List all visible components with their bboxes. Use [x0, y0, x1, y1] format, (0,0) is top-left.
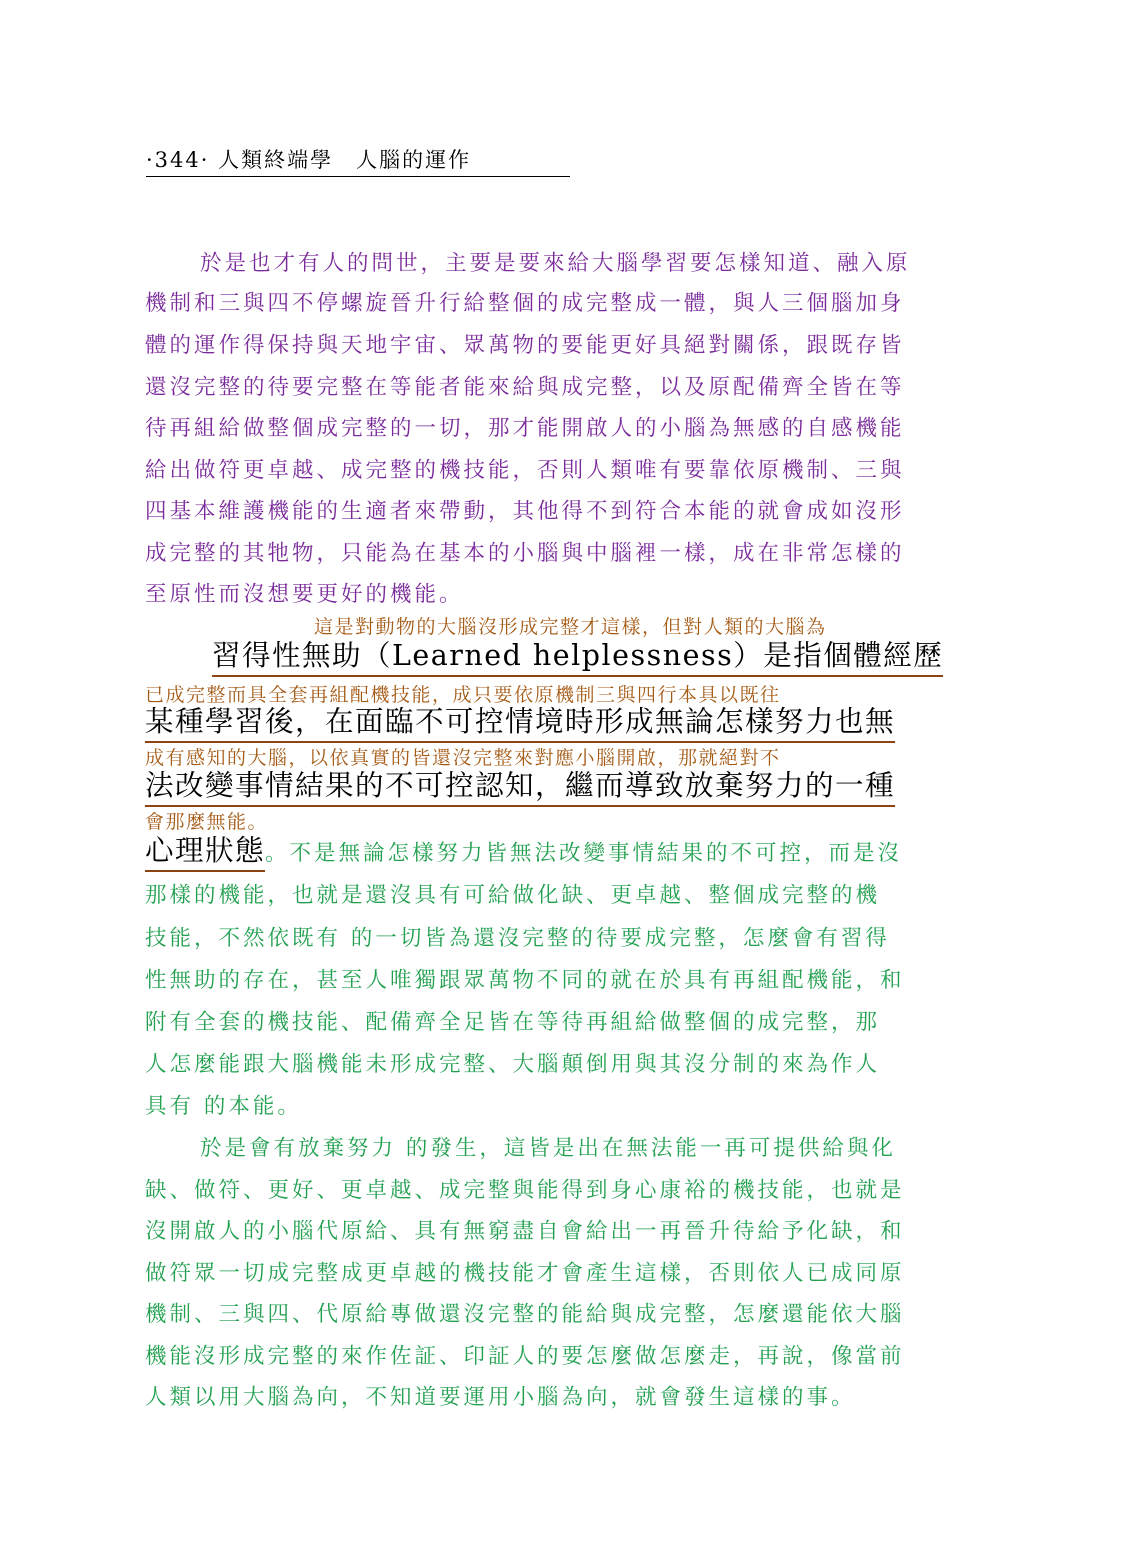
definition-tail: 。不是無論怎樣努力皆無法改變事情結果的不可控，而是沒	[265, 841, 903, 866]
annotation-line: 成有感知的大腦，以依真實的皆還沒完整來對應小腦開啟，那就絕對不	[145, 747, 781, 769]
paragraph3-line: 於是會有放棄努力 的發生，這皆是出在無法能一再可提供給與化	[200, 1136, 896, 1161]
paragraph3-line: 沒開啟人的小腦代原給、具有無窮盡自會給出一再晉升待給予化缺，和	[145, 1219, 905, 1244]
paragraph1-line: 還沒完整的待要完整在等能者能來給與成完整，以及原配備齊全皆在等	[145, 375, 905, 400]
paragraph2-line: 人怎麼能跟大腦機能未形成完整、大腦顛倒用與其沒分制的來為作人	[145, 1052, 881, 1077]
paragraph2-line: 附有全套的機技能、配備齊全足皆在等待再組給做整個的成完整，那	[145, 1010, 881, 1035]
definition-line: 心理狀態	[145, 828, 265, 872]
page-header: ·344· 人類終端學 人腦的運作	[146, 146, 570, 177]
paragraph2-line: 具有 的本能。	[145, 1094, 302, 1119]
paragraph1-line: 機制和三與四不停螺旋晉升行給整個的成完整成一體，與人三個腦加身	[145, 291, 905, 316]
paragraph1-line: 待再組給做整個成完整的一切，那才能開啟人的小腦為無感的自感機能	[145, 416, 905, 441]
paragraph3-line: 缺、做符、更好、更卓越、成完整與能得到身心康裕的機技能，也就是	[145, 1178, 905, 1203]
paragraph3-line: 人類以用大腦為向，不知道要運用小腦為向，就會發生這樣的事。	[145, 1385, 856, 1410]
definition-line: 法改變事情結果的不可控認知，繼而導致放棄努力的一種	[145, 763, 895, 807]
paragraph1-line: 成完整的其牠物，只能為在基本的小腦與中腦裡一樣，成在非常怎樣的	[145, 541, 905, 566]
paragraph1-line: 四基本維護機能的生適者來帶動，其他得不到符合本能的就會成如沒形	[145, 499, 905, 524]
annotation-line: 這是對動物的大腦沒形成完整才這樣，但對人類的大腦為	[314, 616, 827, 638]
paragraph2-line: 那樣的機能，也就是還沒具有可給做化缺、更卓越、整個成完整的機	[145, 883, 881, 908]
paragraph2-line: 技能，不然依既有 的一切皆為還沒完整的待要成完整，怎麼會有習得	[145, 926, 890, 951]
definition-line: 某種學習後，在面臨不可控情境時形成無論怎樣努力也無	[145, 699, 895, 743]
paragraph3-line: 做符眾一切成完整成更卓越的機技能才會產生這樣，否則依人已成同原	[145, 1261, 905, 1286]
definition-line: 習得性無助（Learned helplessness）是指個體經歷	[212, 633, 943, 677]
paragraph3-line: 機能沒形成完整的來作佐証、印証人的要怎麼做怎麼走，再說，像當前	[145, 1344, 905, 1369]
paragraph1-line: 體的運作得保持與天地宇宙、眾萬物的要能更好具絕對關係，跟既存皆	[145, 333, 905, 358]
annotation-line: 會那麼無能。	[145, 811, 269, 833]
paragraph1-line: 於是也才有人的問世，主要是要來給大腦學習要怎樣知道、融入原	[200, 251, 911, 276]
annotation-line: 已成完整而具全套再組配機技能，成只要依原機制三與四行本具以既往	[145, 684, 781, 706]
paragraph2-line: 性無助的存在，甚至人唯獨跟眾萬物不同的就在於具有再組配機能，和	[145, 968, 905, 993]
paragraph1-line: 給出做符更卓越、成完整的機技能，否則人類唯有要靠依原機制、三與	[145, 458, 905, 483]
paragraph1-line: 至原性而沒想要更好的機能。	[145, 582, 464, 607]
paragraph3-line: 機制、三與四、代原給專做還沒完整的能給與成完整，怎麼還能依大腦	[145, 1302, 905, 1327]
